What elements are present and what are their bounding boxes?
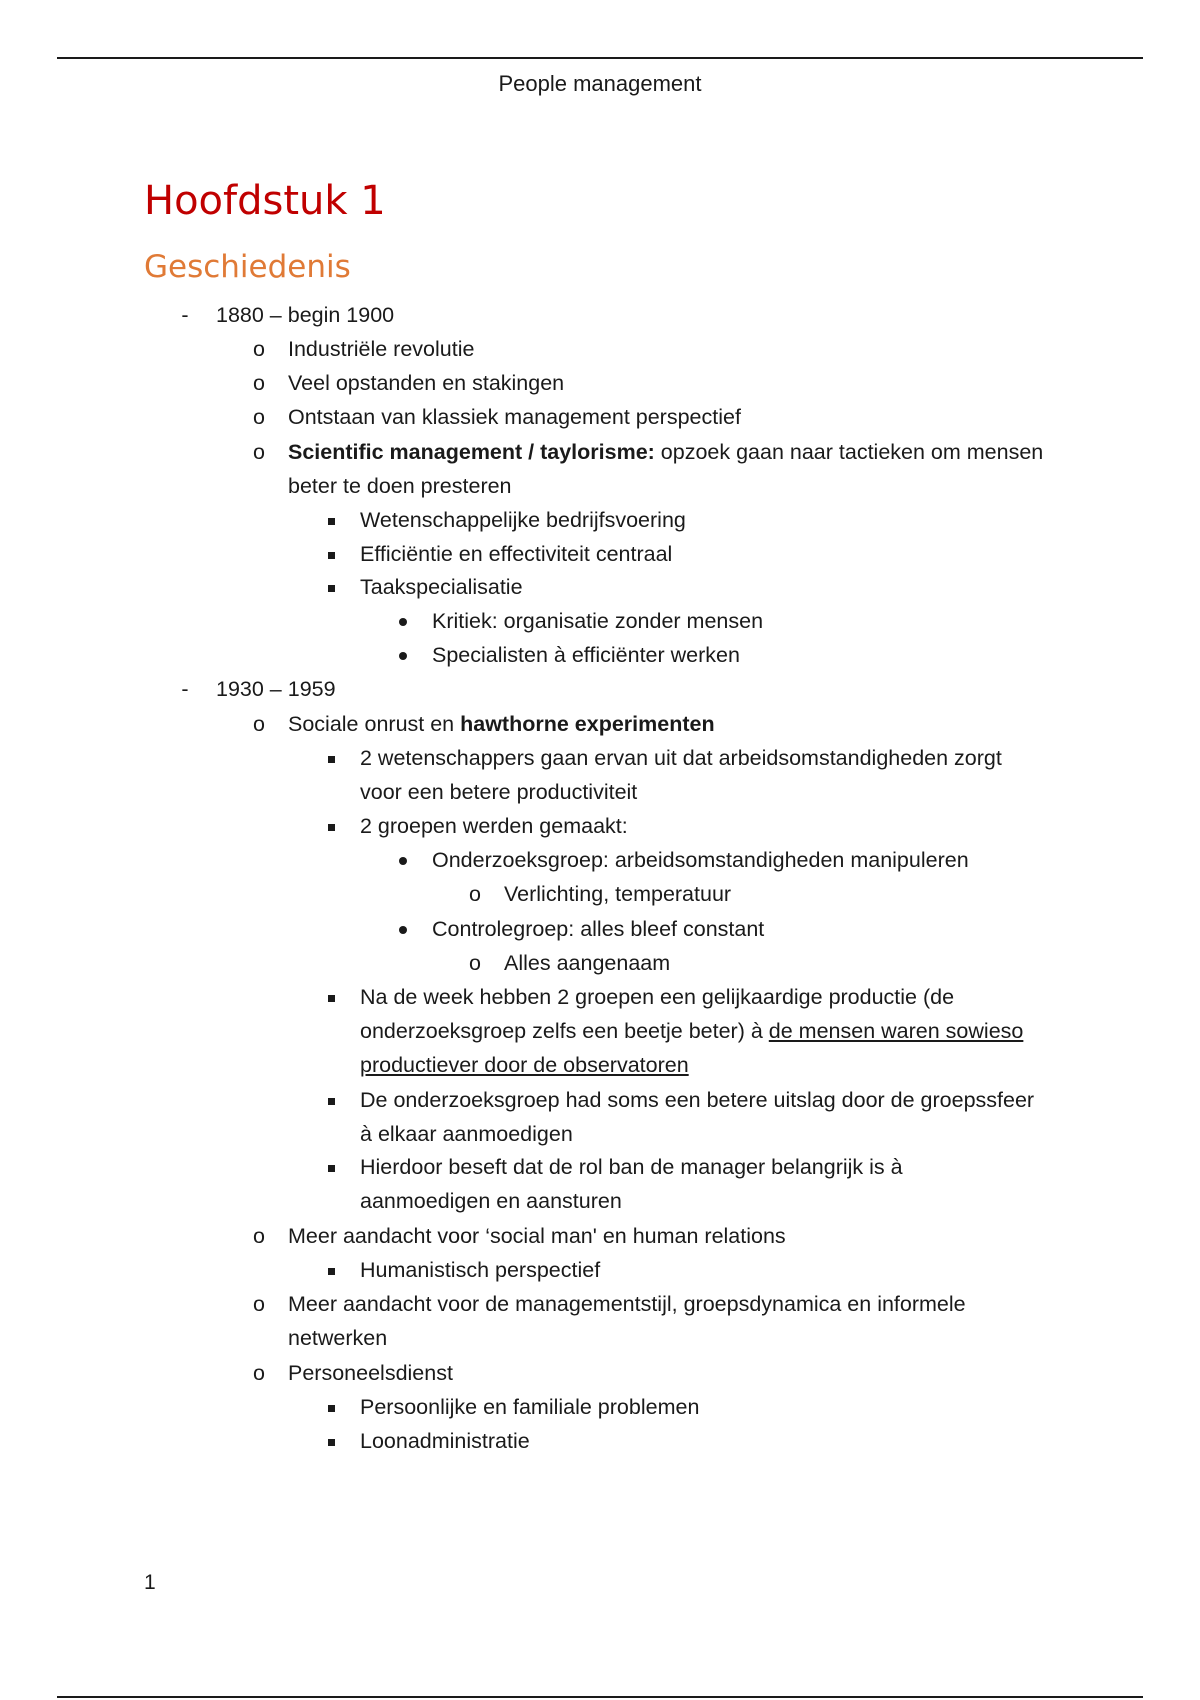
square-bullet-icon: [316, 980, 346, 1014]
dash-marker: -: [181, 303, 189, 327]
square-bullet-icon: [316, 1083, 346, 1117]
square-bullet-icon: [316, 537, 346, 571]
circle-marker: o: [469, 951, 481, 975]
square-bullet-icon: [316, 741, 346, 775]
arrow-icon: à: [750, 1019, 763, 1043]
circle-marker: o: [253, 440, 265, 464]
circle-marker: o: [253, 1292, 265, 1316]
square-bullet-icon: [316, 1424, 346, 1458]
square-bullet-icon: [316, 1150, 346, 1184]
circle-marker: o: [253, 405, 265, 429]
arrow-icon: à: [360, 1122, 372, 1146]
arrow-icon: à: [553, 643, 566, 667]
square-bullet-icon: [316, 1390, 346, 1424]
circle-marker: o: [253, 1224, 265, 1248]
square-bullet-icon: [316, 1253, 346, 1287]
arrow-icon: à: [890, 1155, 903, 1179]
page-number: 1: [144, 1571, 156, 1594]
circle-marker: o: [253, 371, 265, 395]
round-bullet-icon: [388, 604, 418, 638]
round-bullet-icon: [388, 843, 418, 877]
circle-marker: o: [253, 1361, 265, 1385]
dash-marker: -: [181, 677, 189, 701]
heading-geschiedenis: Geschiedenis: [144, 249, 351, 285]
square-bullet-icon: [316, 570, 346, 604]
circle-marker: o: [469, 882, 481, 906]
square-bullet-icon: [316, 809, 346, 843]
circle-marker: o: [253, 337, 265, 361]
page-header-title: People management: [498, 71, 702, 96]
footer-rule: [57, 1696, 1143, 1698]
square-bullet-icon: [316, 503, 346, 537]
header-rule: [57, 57, 1143, 59]
circle-marker: o: [253, 712, 265, 736]
round-bullet-icon: [388, 638, 418, 672]
round-bullet-icon: [388, 912, 418, 946]
heading-hoofdstuk: Hoofdstuk 1: [144, 178, 386, 224]
